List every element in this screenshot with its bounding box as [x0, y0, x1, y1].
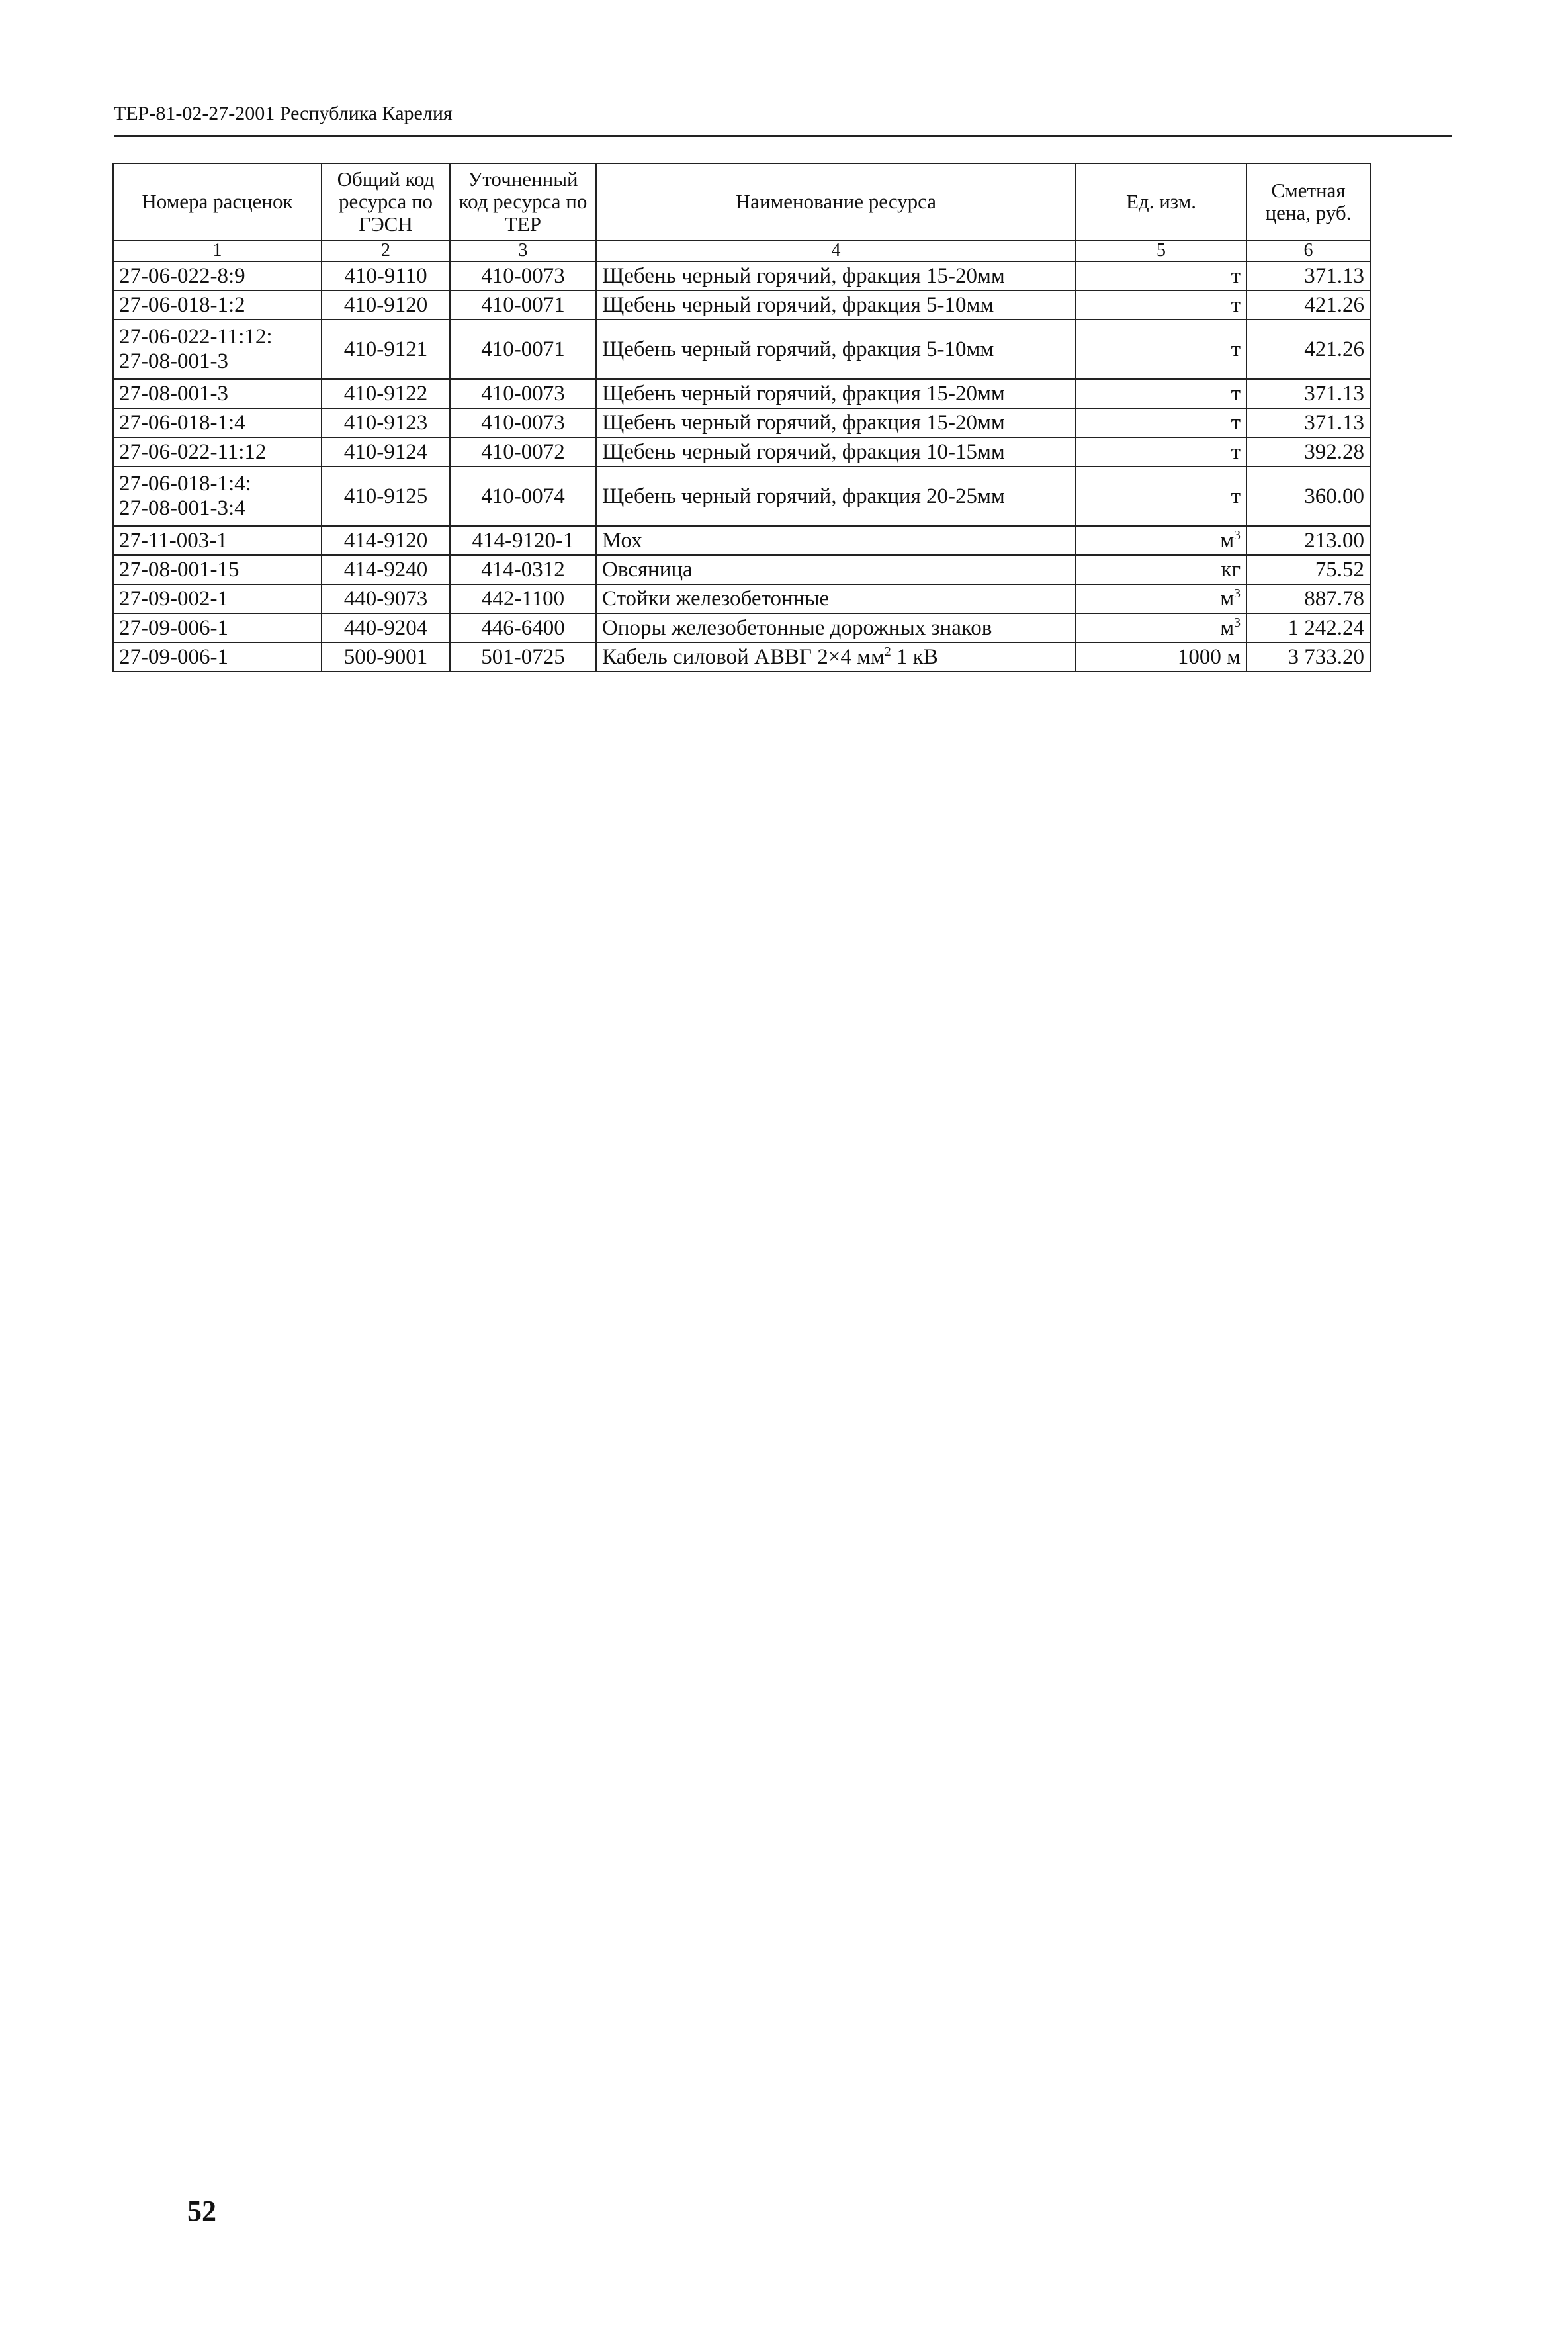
table-row [113, 408, 1370, 437]
unit-cell [1076, 642, 1246, 672]
ter-code-cell: 414-9120-1 [450, 526, 596, 555]
gesn-code-cell: 440-9204 [322, 613, 450, 642]
column-header: Наименование ресурса [596, 163, 1076, 240]
unit-superscript: 3 [1234, 527, 1241, 543]
header-rule [114, 135, 1452, 137]
table-row [113, 584, 1370, 613]
table-row [113, 379, 1370, 408]
resource-name-text: Кабель силовой АВВГ 2×4 мм [602, 644, 885, 669]
column-header: Ед. изм. [1076, 163, 1246, 240]
unit-text: кг [1221, 557, 1241, 582]
resource-name-cell: Щебень черный горячий, фракция 5-10мм [596, 290, 1076, 320]
rate-code-cell [113, 584, 322, 613]
table-row [113, 261, 1370, 290]
resource-name-cell: Щебень черный горячий, фракция 15-20мм [596, 261, 1076, 290]
column-header: Номера расценок [113, 163, 322, 240]
ter-code-cell: 410-0073 [450, 408, 596, 437]
unit-text: т [1231, 439, 1241, 464]
price-cell: 421.26 [1246, 290, 1370, 320]
gesn-code-cell: 440-9073 [322, 584, 450, 613]
unit-cell [1076, 466, 1246, 526]
resource-name-superscript: 2 [884, 644, 891, 659]
ter-code-cell: 414-0312 [450, 555, 596, 584]
rate-code-line: 27-06-018-1:2 [119, 292, 245, 317]
unit-cell [1076, 613, 1246, 642]
price-cell: 392.28 [1246, 437, 1370, 466]
resource-name-cell: Опоры железобетонные дорожных знаков [596, 613, 1076, 642]
unit-text: т [1231, 292, 1241, 317]
price-cell: 3 733.20 [1246, 642, 1370, 672]
column-number: 3 [450, 240, 596, 261]
unit-cell [1076, 290, 1246, 320]
rate-code-line: 27-06-018-1:4 [119, 410, 245, 435]
unit-cell [1076, 555, 1246, 584]
price-cell: 421.26 [1246, 320, 1370, 379]
unit-text: т [1231, 337, 1241, 361]
resource-name-cell: Щебень черный горячий, фракция 20-25мм [596, 466, 1076, 526]
page-header: ТЕР-81-02-27-2001 Республика Карелия [114, 103, 453, 124]
ter-code-cell: 501-0725 [450, 642, 596, 672]
column-number: 5 [1076, 240, 1246, 261]
rate-code-cell [113, 320, 322, 379]
unit-cell [1076, 437, 1246, 466]
unit-cell [1076, 320, 1246, 379]
gesn-code-cell: 410-9122 [322, 379, 450, 408]
rate-code-line: 27-06-022-11:12: [119, 325, 273, 349]
unit-superscript: 3 [1234, 586, 1241, 601]
gesn-code-cell: 410-9120 [322, 290, 450, 320]
table-row [113, 613, 1370, 642]
gesn-code-cell: 410-9125 [322, 466, 450, 526]
rate-code-cell [113, 642, 322, 672]
unit-text: м [1220, 528, 1235, 552]
column-number: 6 [1246, 240, 1370, 261]
unit-cell [1076, 584, 1246, 613]
price-cell: 371.13 [1246, 261, 1370, 290]
ter-code-cell: 442-1100 [450, 584, 596, 613]
unit-text: 1000 м [1177, 644, 1241, 669]
rate-code-line: 27-06-018-1:4: [119, 472, 251, 496]
column-number: 4 [596, 240, 1076, 261]
rate-code-line: 27-09-006-1 [119, 644, 228, 669]
rate-code-cell [113, 379, 322, 408]
rate-code-cell [113, 408, 322, 437]
rate-code-line: 27-08-001-3 [119, 349, 228, 373]
gesn-code-cell: 410-9124 [322, 437, 450, 466]
resource-name-cell: Стойки железобетонные [596, 584, 1076, 613]
ter-code-cell: 410-0071 [450, 320, 596, 379]
gesn-code-cell: 410-9123 [322, 408, 450, 437]
unit-text: т [1231, 263, 1241, 288]
rate-code-line: 27-09-002-1 [119, 586, 228, 611]
resource-name-cell: Овсяница [596, 555, 1076, 584]
column-number: 1 [113, 240, 322, 261]
unit-cell [1076, 526, 1246, 555]
table-row [113, 642, 1370, 672]
unit-cell [1076, 261, 1246, 290]
unit-text: м [1220, 586, 1235, 611]
price-cell: 213.00 [1246, 526, 1370, 555]
ter-code-cell: 410-0073 [450, 261, 596, 290]
rate-code-line: 27-09-006-1 [119, 615, 228, 640]
gesn-code-cell: 414-9120 [322, 526, 450, 555]
unit-text: т [1231, 410, 1241, 435]
unit-text: т [1231, 381, 1241, 406]
rate-code-cell [113, 466, 322, 526]
column-header: Сметная цена, руб. [1246, 163, 1370, 240]
rate-code-cell [113, 437, 322, 466]
resource-name-text: 1 кВ [891, 644, 938, 669]
table-header-row [113, 163, 1370, 240]
table-row [113, 320, 1370, 379]
table-row [113, 290, 1370, 320]
resource-name-cell: Щебень черный горячий, фракция 5-10мм [596, 320, 1076, 379]
gesn-code-cell: 410-9121 [322, 320, 450, 379]
unit-superscript: 3 [1234, 615, 1241, 630]
price-cell: 371.13 [1246, 408, 1370, 437]
rate-code-cell [113, 526, 322, 555]
ter-code-cell: 410-0071 [450, 290, 596, 320]
table-row [113, 466, 1370, 526]
price-cell: 75.52 [1246, 555, 1370, 584]
rate-code-cell [113, 613, 322, 642]
unit-cell [1076, 379, 1246, 408]
ter-code-cell: 410-0074 [450, 466, 596, 526]
price-cell: 371.13 [1246, 379, 1370, 408]
rate-code-cell [113, 261, 322, 290]
unit-text: т [1231, 484, 1241, 508]
unit-text: м [1220, 615, 1235, 640]
ter-code-cell: 410-0072 [450, 437, 596, 466]
column-number-row [113, 240, 1370, 261]
gesn-code-cell: 414-9240 [322, 555, 450, 584]
resource-name-cell: Щебень черный горячий, фракция 15-20мм [596, 379, 1076, 408]
resource-name-cell: Щебень черный горячий, фракция 15-20мм [596, 408, 1076, 437]
table-row [113, 526, 1370, 555]
column-header: Общий код ресурса по ГЭСН [322, 163, 450, 240]
price-cell: 360.00 [1246, 466, 1370, 526]
table-row [113, 437, 1370, 466]
table-body [113, 261, 1370, 672]
rate-code-line: 27-11-003-1 [119, 528, 228, 552]
rate-code-line: 27-06-022-11:12 [119, 439, 267, 464]
column-number: 2 [322, 240, 450, 261]
unit-cell [1076, 408, 1246, 437]
price-cell: 1 242.24 [1246, 613, 1370, 642]
page-number: 52 [187, 2195, 216, 2227]
resource-price-table [112, 163, 1371, 672]
rate-code-cell [113, 290, 322, 320]
column-header: Уточненный код ресурса по ТЕР [450, 163, 596, 240]
ter-code-cell: 446-6400 [450, 613, 596, 642]
resource-name-cell: Щебень черный горячий, фракция 10-15мм [596, 437, 1076, 466]
resource-name-cell [596, 642, 1076, 672]
rate-code-cell [113, 555, 322, 584]
rate-code-line: 27-06-022-8:9 [119, 263, 245, 288]
rate-code-line: 27-08-001-3:4 [119, 496, 245, 520]
rate-code-line: 27-08-001-15 [119, 557, 240, 582]
table-row [113, 555, 1370, 584]
gesn-code-cell: 410-9110 [322, 261, 450, 290]
gesn-code-cell: 500-9001 [322, 642, 450, 672]
ter-code-cell: 410-0073 [450, 379, 596, 408]
rate-code-line: 27-08-001-3 [119, 381, 228, 406]
resource-name-cell: Мох [596, 526, 1076, 555]
price-cell: 887.78 [1246, 584, 1370, 613]
